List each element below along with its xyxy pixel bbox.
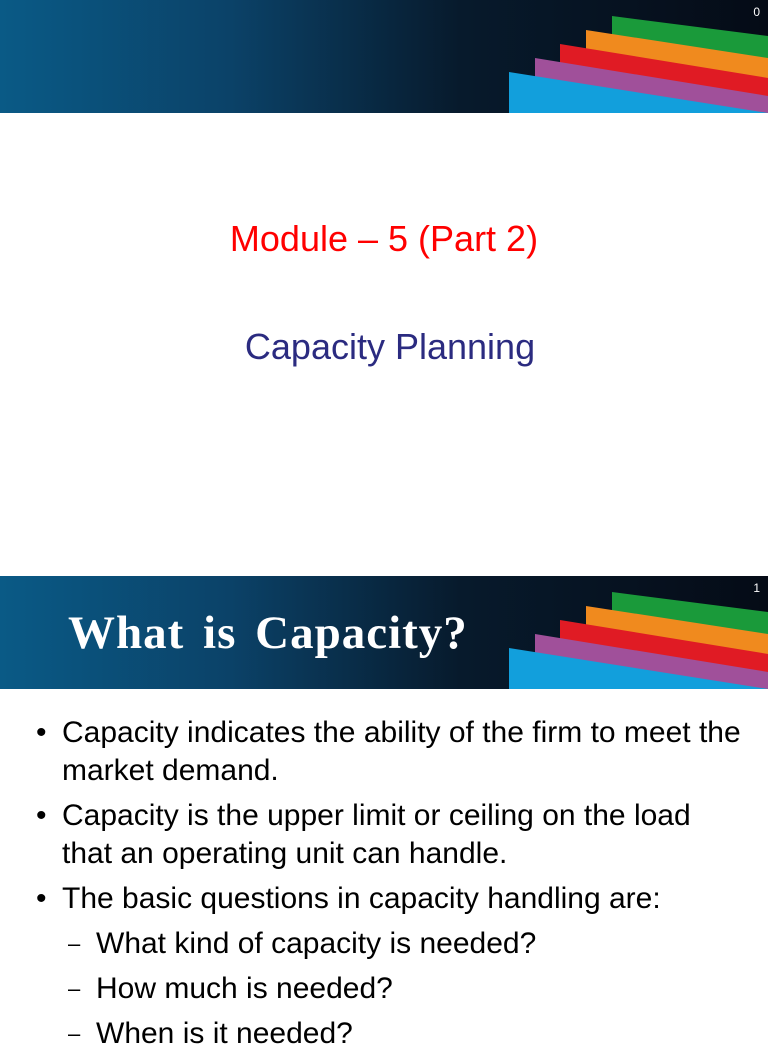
sub-bullet-text: How much is needed? [96, 972, 393, 1005]
sub-bullet-text: What kind of capacity is needed? [96, 927, 537, 960]
sub-bullet-text: When is it needed? [96, 1017, 353, 1050]
slide-number: 1 [753, 581, 760, 595]
header-banner [0, 0, 768, 113]
dash-icon: – [68, 931, 81, 956]
bullet-text: Capacity indicates the ability of the firm to meet the market demand. [62, 716, 741, 787]
bullet-item [0, 714, 768, 790]
sub-bullet-item [0, 970, 768, 1008]
module-title: Module – 5 (Part 2) [229, 218, 539, 259]
slide-heading: What is Capacity? [68, 607, 468, 659]
slide-subtitle: Capacity Planning [244, 326, 536, 367]
header-banner [0, 576, 768, 689]
bullet-dot-icon: • [36, 799, 47, 832]
bullet-dot-icon: • [36, 716, 47, 749]
bullet-dot-icon: • [36, 882, 47, 915]
bullet-item [0, 797, 768, 873]
slide-number: 0 [753, 5, 760, 19]
bullet-item [0, 880, 768, 918]
bullet-list [0, 714, 768, 1060]
bullet-text: Capacity is the upper limit or ceiling on the load that an operating unit can handle. [62, 799, 691, 870]
color-stripes-graphic [0, 0, 768, 113]
dash-icon: – [68, 976, 81, 1001]
slide-what-is-capacity [0, 576, 768, 1050]
bullet-text: The basic questions in capacity handling are: [62, 882, 661, 915]
dash-icon: – [68, 1021, 81, 1046]
sub-bullet-item [0, 925, 768, 963]
sub-bullet-item [0, 1015, 768, 1053]
